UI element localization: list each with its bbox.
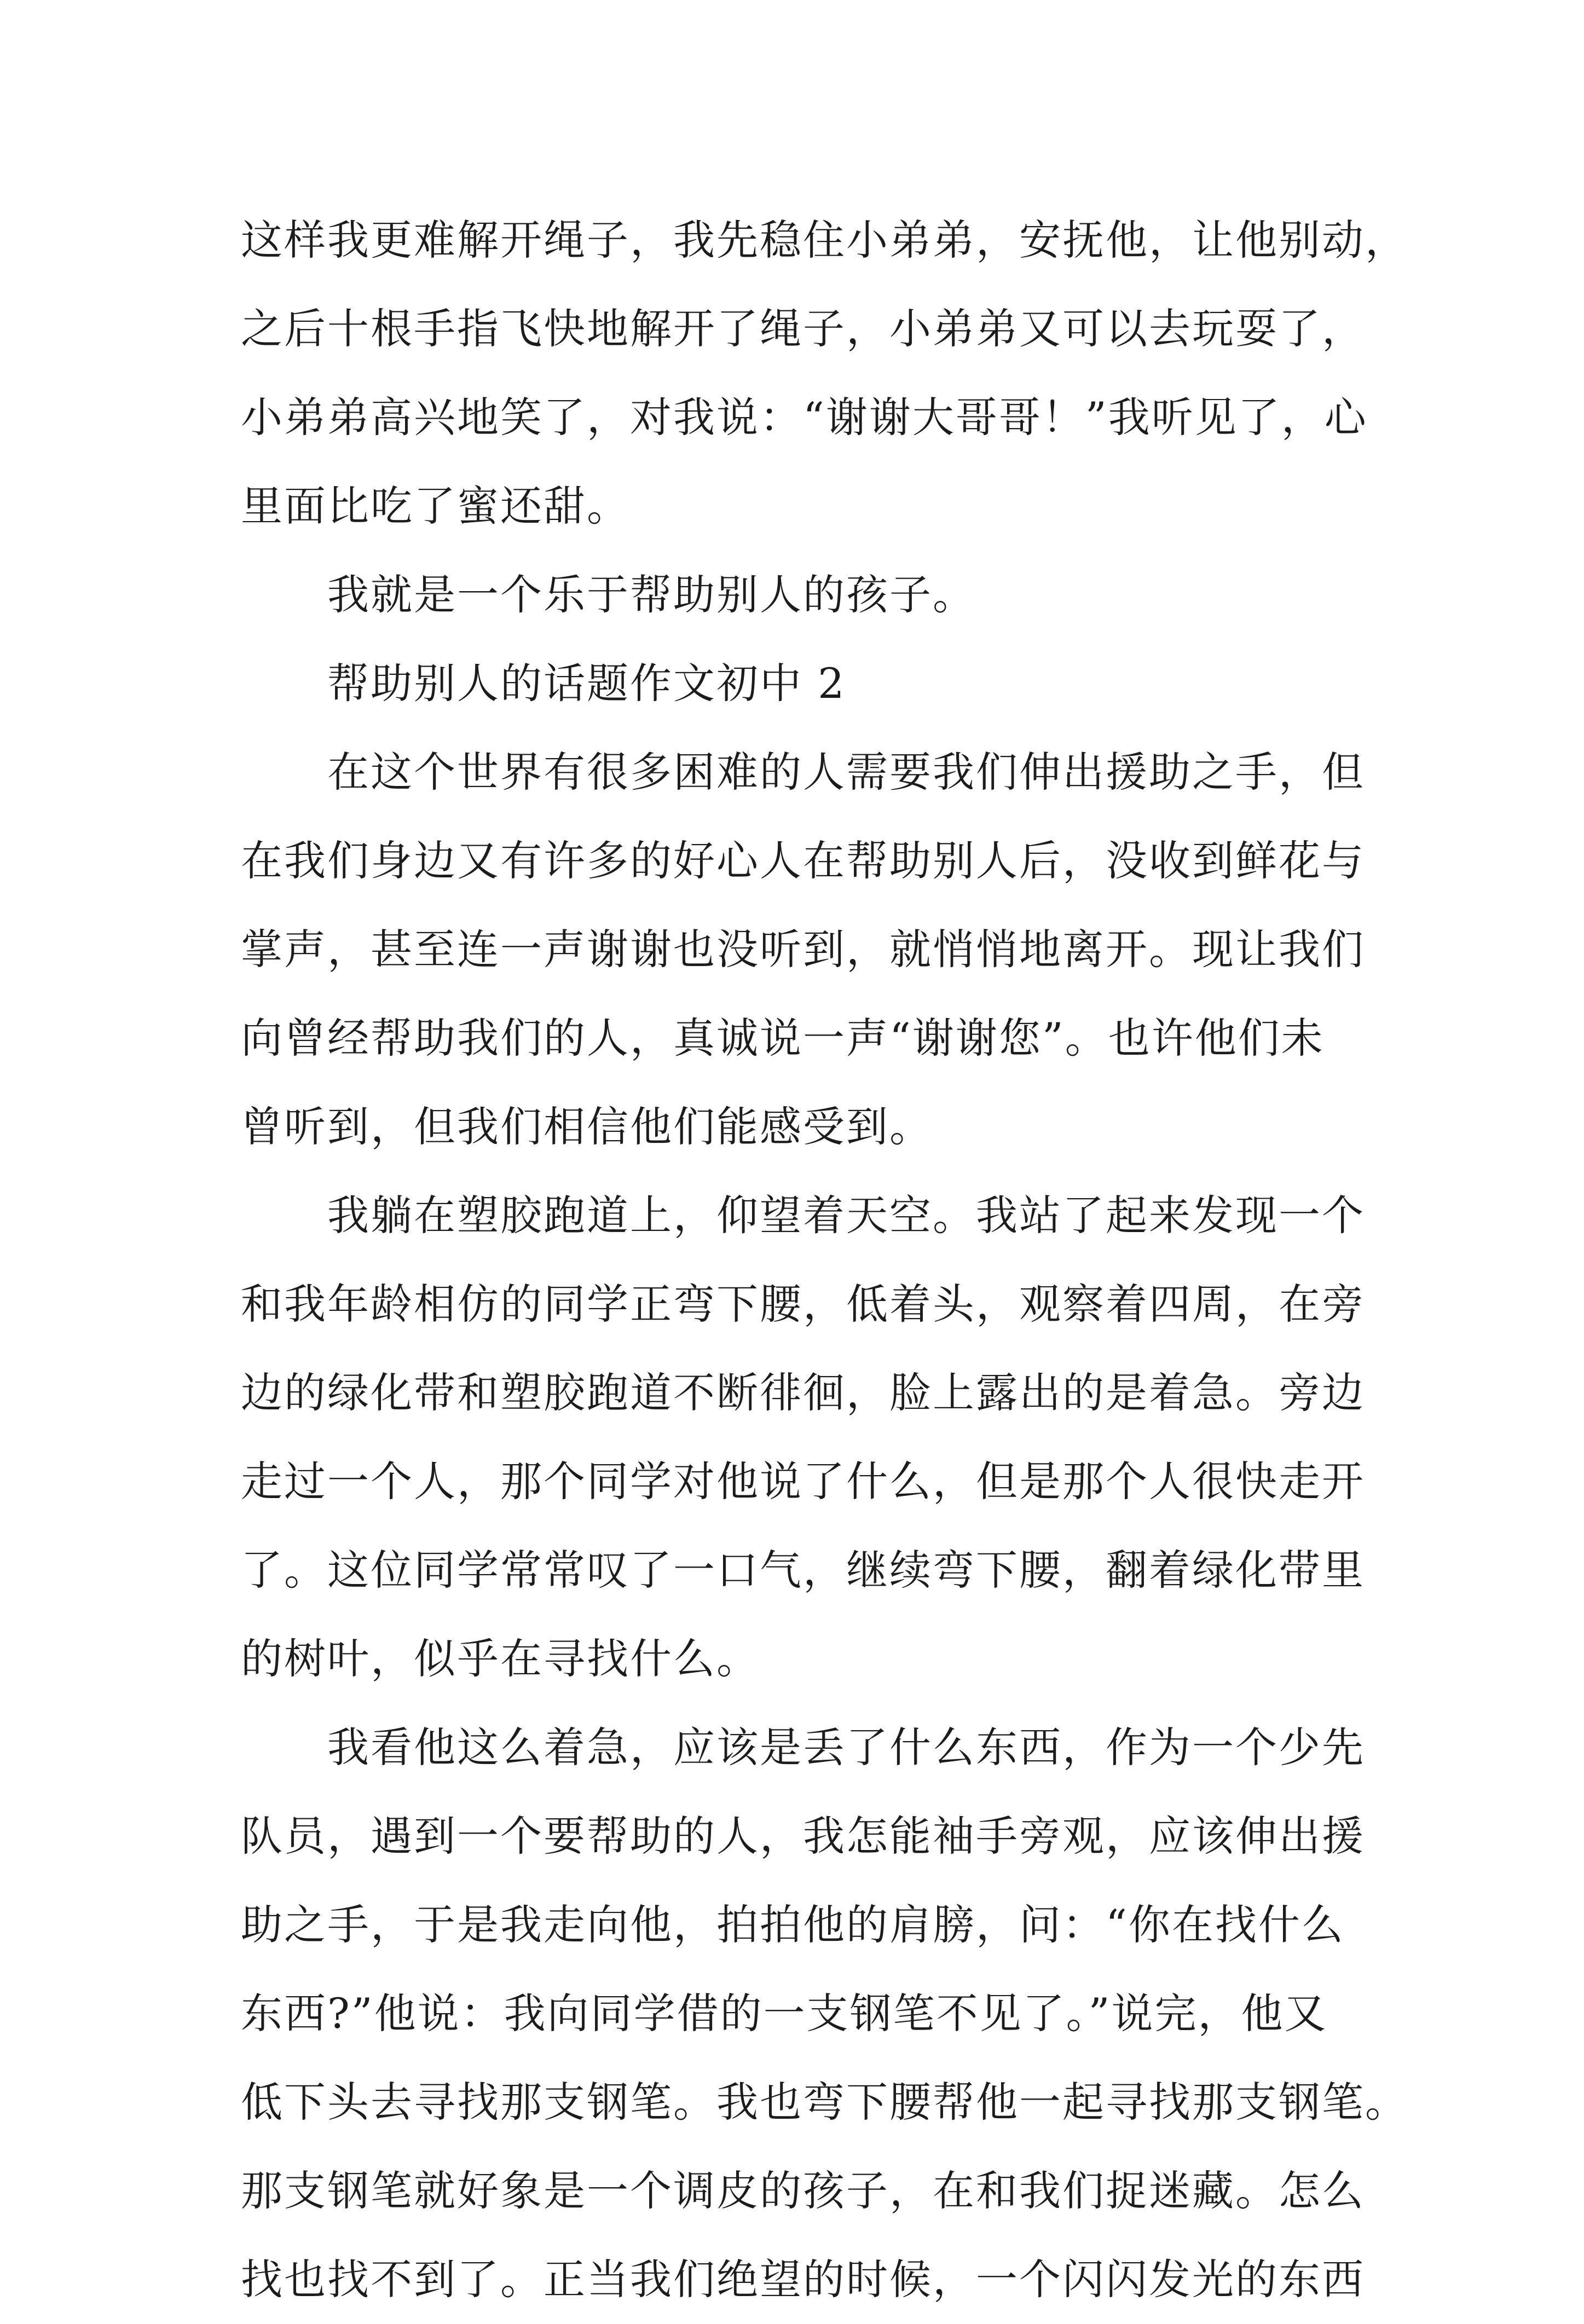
- text-line: 低下头去寻找那支钢笔。我也弯下腰帮他一起寻找那支钢笔。: [241, 2078, 1408, 2126]
- text-line: 和我年龄相仿的同学正弯下腰，低着头，观察着四周，在旁: [241, 1280, 1365, 1328]
- text-line: 那支钢笔就好象是一个调皮的孩子，在和我们捉迷藏。怎么: [241, 2166, 1365, 2215]
- text-line: 曾听到，但我们相信他们能感受到。: [241, 1102, 933, 1151]
- text-line: 里面比吃了蜜还甜。: [241, 482, 630, 530]
- text-line: 小弟弟高兴地笑了，对我说：“谢谢大哥哥！”我听见了，心: [241, 393, 1368, 442]
- text-line: 掌声，甚至连一声谢谢也没听到，就悄悄地离开。现让我们: [241, 925, 1365, 974]
- text-line: 我躺在塑胶跑道上，仰望着天空。我站了起来发现一个: [327, 1191, 1365, 1240]
- text-line: 我看他这么着急，应该是丢了什么东西，作为一个少先: [327, 1723, 1365, 1772]
- text-line: 我就是一个乐于帮助别人的孩子。: [327, 570, 976, 619]
- text-line: 走过一个人，那个同学对他说了什么，但是那个人很快走开: [241, 1457, 1365, 1506]
- text-line: 的树叶，似乎在寻找什么。: [241, 1634, 760, 1683]
- text-line: 向曾经帮助我们的人，真诚说一声“谢谢您”。也许他们未: [241, 1014, 1325, 1062]
- text-line: 助之手，于是我走向他，拍拍他的肩膀，问：“你在找什么: [241, 1900, 1345, 1949]
- text-line: 在这个世界有很多困难的人需要我们伸出援助之手，但: [327, 748, 1365, 796]
- text-line: 队员，遇到一个要帮助的人，我怎能袖手旁观，应该伸出援: [241, 1812, 1365, 1860]
- text-line: 了。这位同学常常叹了一口气，继续弯下腰，翻着绿化带里: [241, 1546, 1365, 1594]
- text-line: 在我们身边又有许多的好心人在帮助别人后，没收到鲜花与: [241, 836, 1365, 885]
- text-line: 之后十根手指飞快地解开了绳子，小弟弟又可以去玩耍了，: [241, 304, 1365, 353]
- text-line: 边的绿化带和塑胶跑道不断徘徊，脸上露出的是着急。旁边: [241, 1368, 1365, 1417]
- text-line: 找也找不到了。正当我们绝望的时候，一个闪闪发光的东西: [241, 2255, 1365, 2304]
- text-line: 这样我更难解开绳子，我先稳住小弟弟，安抚他，让他别动，: [241, 216, 1408, 264]
- text-line: 东西?”他说：我向同学借的一支钢笔不见了。”说完，他又: [241, 1989, 1328, 2038]
- section-heading: 帮助别人的话题作文初中 2: [327, 659, 846, 708]
- essay-body: [241, 196, 1408, 2324]
